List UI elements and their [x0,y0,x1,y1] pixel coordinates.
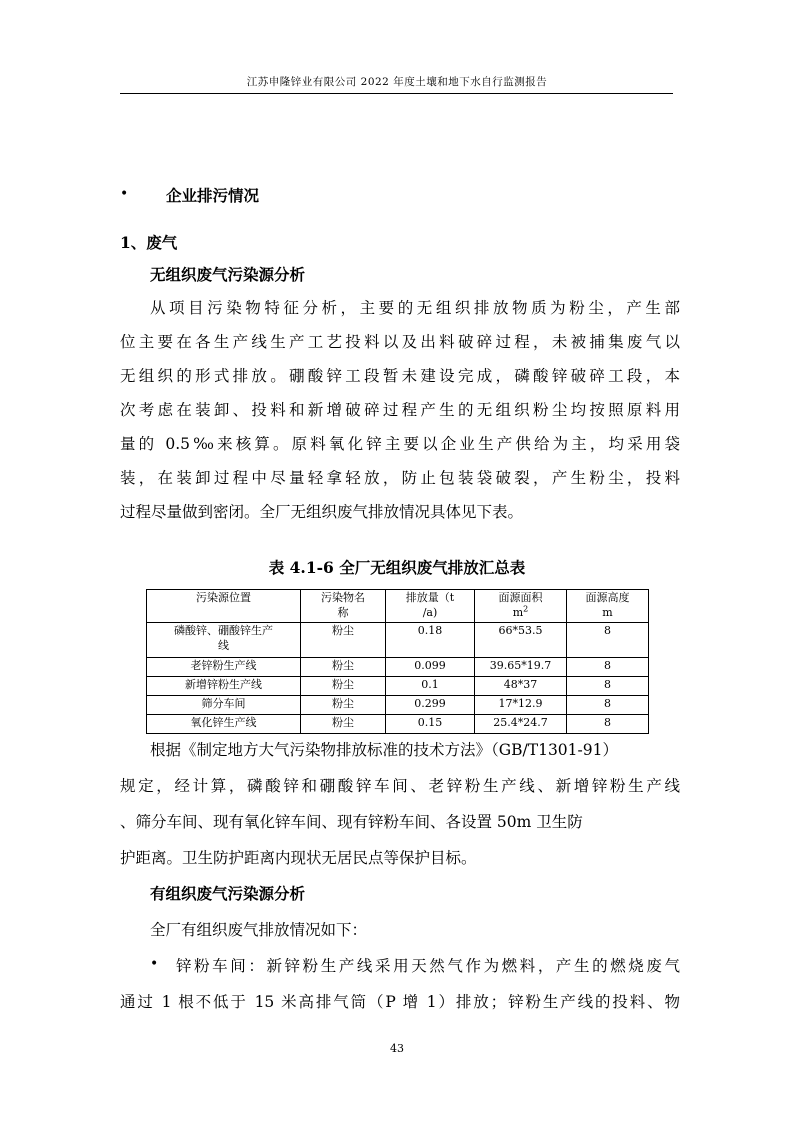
table-row [147,658,649,677]
cell-emission: 0.18 [386,623,475,658]
protection-paragraph-line: 护距离。卫生防护距离内现状无居民点等保护目标。 [120,849,477,867]
fugitive-paragraph-line: 无组织的形式排放。硼酸锌工段暂未建设完成，磷酸锌破碎工段，本 [120,367,680,385]
cell-location: 磷酸锌、硼酸锌生产 线 [147,623,301,658]
header-pollutant: 污染物名 称 [301,590,386,623]
cell-area: 17*12.9 [475,696,567,715]
cell-area: 39.65*19.7 [475,658,567,677]
fugitive-paragraph-line: 次考虑在装卸、投料和新增破碎过程产生的无组织粉尘均按照原料用 [120,401,680,419]
header-divider [120,93,673,94]
cell-emission: 0.099 [386,658,475,677]
cell-area: 66*53.5 [475,623,567,658]
list-bullet-icon: • [150,956,159,972]
organized-item-line: 通过 1 根不低于 15 米高排气筒（P 增 1）排放；锌粉生产线的投料、物 [120,993,680,1011]
page-number: 43 [390,1042,404,1055]
header-emission: 排放量（t /a) [386,590,475,623]
cell-emission: 0.299 [386,696,475,715]
table-row [147,623,649,658]
cell-pollutant: 粉尘 [301,658,386,677]
cell-area: 25.4*24.7 [475,715,567,734]
table-header-row [147,590,649,623]
cell-location: 新增锌粉生产线 [147,677,301,696]
section-title: 企业排污情况 [166,186,260,205]
cell-area: 48*37 [475,677,567,696]
header-location: 污染源位置 [147,590,301,623]
organized-intro: 全厂有组织废气排放情况如下： [150,921,368,939]
cell-pollutant: 粉尘 [301,623,386,658]
header-height: 面源高度 m [567,590,649,623]
organized-item-line: 锌粉车间：新锌粉生产线采用天然气作为燃料，产生的燃烧废气 [176,957,680,975]
protection-paragraph-line: 规定，经计算，磷酸锌和硼酸锌车间、老锌粉生产线、新增锌粉生产线 [120,777,680,795]
table-row [147,715,649,734]
table-row [147,677,649,696]
section-bullet-icon: • [120,186,129,202]
table-row [147,696,649,715]
fugitive-paragraph-line: 过程尽量做到密闭。全厂无组织废气排放情况具体见下表。 [120,503,524,521]
cell-height: 8 [567,715,649,734]
cell-pollutant: 粉尘 [301,715,386,734]
fugitive-paragraph-line: 量的 0.5‰来核算。原料氧化锌主要以企业生产供给为主，均采用袋 [120,435,680,453]
table-caption: 表 4.1-6 全厂无组织废气排放汇总表 [268,558,526,577]
cell-location: 氧化锌生产线 [147,715,301,734]
running-header: 江苏申隆锌业有限公司 2022 年度土壤和地下水自行监测报告 [246,76,548,88]
protection-paragraph-line: 根据《制定地方大气污染物排放标准的技术方法》（GB/T1301-91） [150,741,618,759]
cell-height: 8 [567,623,649,658]
cell-height: 8 [567,696,649,715]
cell-emission: 0.1 [386,677,475,696]
fugitive-paragraph-line: 装，在装卸过程中尽量轻拿轻放，防止包装袋破裂，产生粉尘，投料 [120,469,680,487]
fugitive-paragraph-line: 从项目污染物特征分析，主要的无组织排放物质为粉尘，产生部 [150,299,680,317]
organized-heading: 有组织废气污染源分析 [150,884,306,903]
protection-paragraph-line: 、筛分车间、现有氧化锌车间、现有锌粉车间、各设置 50m 卫生防 [120,813,583,831]
subsection-title: 1、废气 [120,233,178,252]
cell-height: 8 [567,658,649,677]
emission-summary-table [146,589,649,734]
fugitive-paragraph-line: 位主要在各生产线生产工艺投料以及出料破碎过程，未被捕集废气以 [120,333,680,351]
cell-pollutant: 粉尘 [301,696,386,715]
header-area: 面源面积 $m^2$ [475,590,567,623]
cell-location: 筛分车间 [147,696,301,715]
cell-emission: 0.15 [386,715,475,734]
fugitive-heading: 无组织废气污染源分析 [150,265,306,284]
cell-height: 8 [567,677,649,696]
cell-location: 老锌粉生产线 [147,658,301,677]
cell-pollutant: 粉尘 [301,677,386,696]
